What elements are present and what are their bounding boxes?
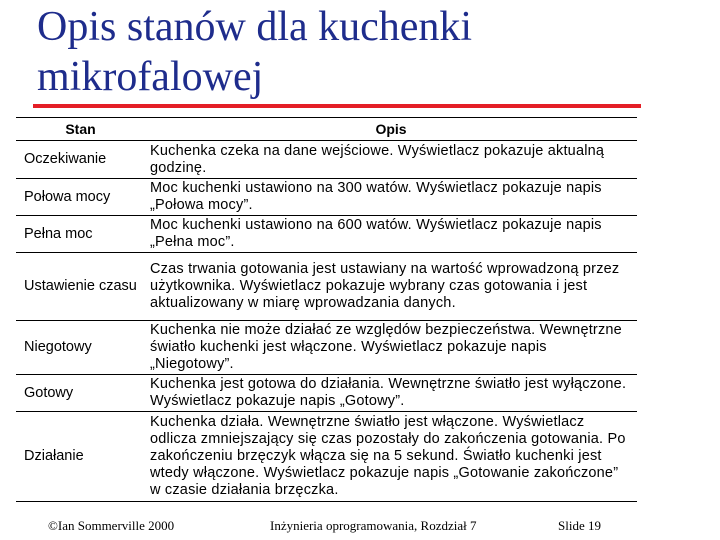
state-name: Niegotowy bbox=[16, 321, 145, 375]
state-name: Ustawienie czasu bbox=[16, 253, 145, 321]
table-row bbox=[16, 179, 637, 216]
state-description: Kuchenka czeka na dane wejściowe. Wyświetlacz pokazuje aktualną godzinę. bbox=[145, 141, 637, 179]
footer-slide-number: Slide 19 bbox=[558, 518, 601, 533]
table-row bbox=[16, 253, 637, 321]
state-description: Moc kuchenki ustawiono na 300 watów. Wyświetlacz pokazuje napis „Połowa mocy”. bbox=[145, 179, 637, 216]
state-name: Połowa mocy bbox=[16, 179, 145, 216]
slide-title-line2: mikrofalowej bbox=[37, 54, 264, 100]
header-description: Opis bbox=[145, 118, 637, 141]
state-name: Działanie bbox=[16, 412, 145, 502]
table-row bbox=[16, 216, 637, 253]
state-description: Czas trwania gotowania jest ustawiany na wartość wprowadzoną przez użytkownika. Wyświetlacz pokazuje wybrany czas gotowania i jest aktualizowany w miarę wprowadzania danych. bbox=[145, 253, 637, 321]
state-description: Kuchenka działa. Wewnętrzne światło jest włączone. Wyświetlacz odlicza zmniejszający się czas pozostały do zakończenia gotowania. Po zakończeniu brzęczyk włącza się na 5 sekund. Światło kuchenki jest wtedy włączone. Wyświetlacz pokazuje napis „Gotowanie zakończone” w czasie działania brzęczka. bbox=[145, 412, 637, 502]
state-name: Gotowy bbox=[16, 375, 145, 412]
state-description: Kuchenka jest gotowa do działania. Wewnętrzne światło jest wyłączone. Wyświetlacz pokazuje napis „Gotowy”. bbox=[145, 375, 637, 412]
state-description: Moc kuchenki ustawiono na 600 watów. Wyświetlacz pokazuje napis „Pełna moc”. bbox=[145, 216, 637, 253]
slide-title-line1: Opis stanów dla kuchenki bbox=[37, 4, 473, 50]
state-description: Kuchenka nie może działać ze względów bezpieczeństwa. Wewnętrzne światło kuchenki jest włączone. Wyświetlacz pokazuje napis „Niegotowy”. bbox=[145, 321, 637, 375]
footer-copyright: ©Ian Sommerville 2000 bbox=[48, 518, 175, 533]
header-state: Stan bbox=[16, 118, 145, 141]
footer-course: Inżynieria oprogramowania, Rozdział 7 bbox=[270, 518, 477, 533]
title-underline bbox=[33, 104, 641, 108]
table-row bbox=[16, 412, 637, 502]
table-header-row bbox=[16, 118, 637, 141]
state-name: Pełna moc bbox=[16, 216, 145, 253]
table-row bbox=[16, 375, 637, 412]
state-description-table bbox=[16, 117, 637, 502]
table-row bbox=[16, 141, 637, 179]
state-name: Oczekiwanie bbox=[16, 141, 145, 179]
slide-title bbox=[37, 2, 657, 102]
table-row bbox=[16, 321, 637, 375]
